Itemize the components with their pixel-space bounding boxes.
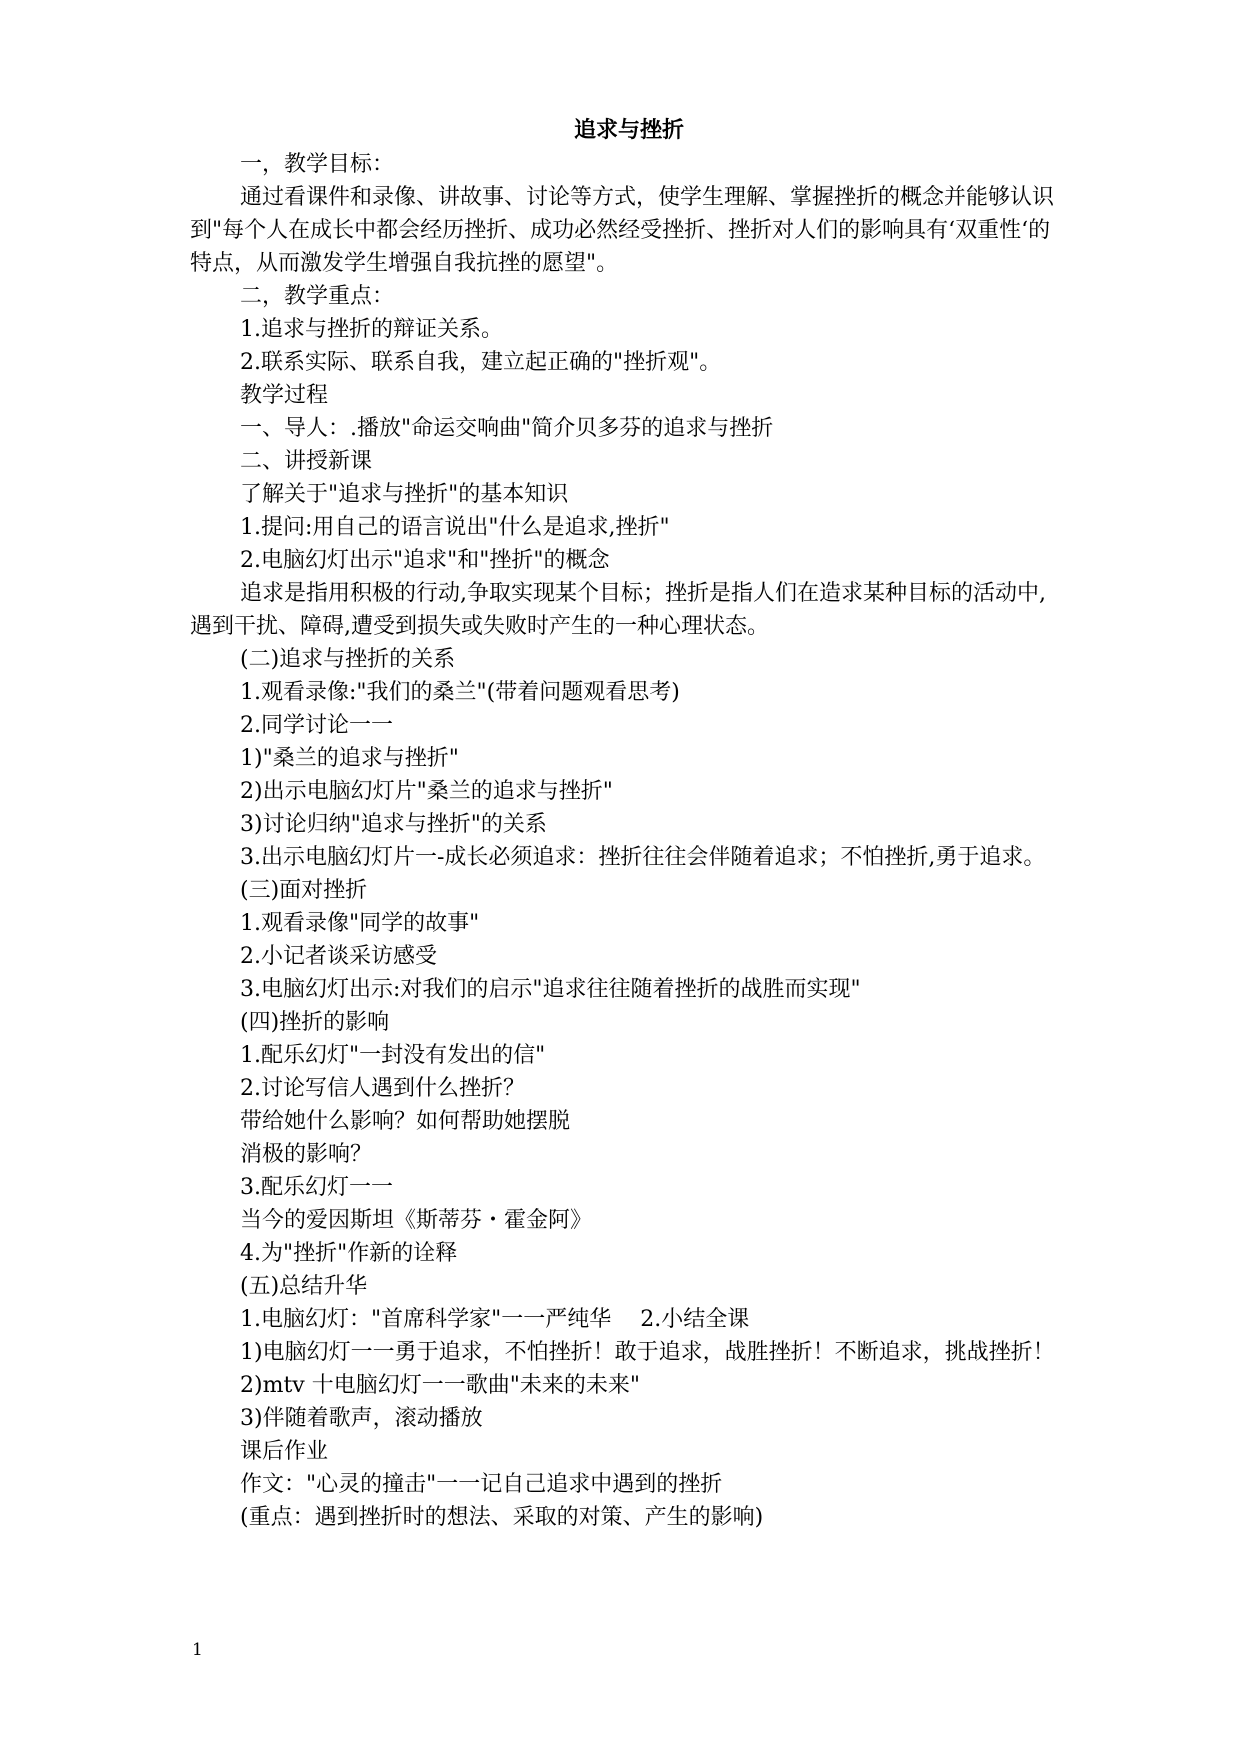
paragraph: 2)出示电脑幻灯片"桑兰的追求与挫折" [240, 779, 613, 804]
paragraph: 2.电脑幻灯出示"追求"和"挫折"的概念 [240, 548, 610, 573]
paragraph: 4.为"挫折"作新的诠释 [240, 1241, 458, 1266]
paragraph: (二)追求与挫折的关系 [240, 647, 456, 672]
paragraph: 3.出示电脑幻灯片一-成长必须追求：挫折往往会伴随着追求；不怕挫折,勇于追求。 [240, 845, 1046, 870]
paragraph: 1.观看录像:"我们的桑兰"(带着问题观看思考) [240, 680, 680, 705]
paragraph: 1.观看录像"同学的故事" [240, 911, 480, 936]
paragraph: (四)挫折的影响 [240, 1010, 390, 1035]
paragraph: 一、导人：.播放"命运交响曲"简介贝多芬的追求与挫折 [240, 416, 774, 441]
paragraph: 2.小记者谈采访感受 [240, 944, 437, 969]
document-title: 追求与挫折 [573, 117, 684, 143]
paragraph: 作文："心灵的撞击"一一记自己追求中遇到的挫折 [240, 1472, 723, 1497]
paragraph: 带给她什么影响？如何帮助她摆脱 [240, 1109, 571, 1134]
paragraph: 3.电脑幻灯出示:对我们的启示"追求往往随着挫折的战胜而实现" [240, 977, 861, 1002]
paragraph: 1)"桑兰的追求与挫折" [240, 746, 459, 771]
paragraph: 二、讲授新课 [240, 449, 373, 474]
paragraph: 2)mtv 十电脑幻灯一一歌曲"未来的未来" [240, 1373, 640, 1398]
paragraph: (重点：遇到挫折时的想法、采取的对策、产生的影响) [240, 1505, 764, 1530]
paragraph: (五)总结升华 [240, 1274, 368, 1299]
paragraph: 当今的爱因斯坦《斯蒂芬・霍金阿》 [240, 1208, 593, 1233]
paragraph: 通过看课件和录像、讲故事、讨论等方式，使学生理解、掌握挫折的概念并能够认识到"每个人在成长中都会经历挫折、成功必然经受挫折、挫折对人们的影响具有‘双重性‘的特点，从而激发学生增强自我抗挫的愿望"。 [190, 185, 1055, 276]
paragraph: 课后作业 [240, 1439, 329, 1464]
paragraph: 2.同学讨论一一 [240, 713, 393, 738]
paragraph: 1.配乐幻灯"一封没有发出的信" [240, 1043, 546, 1068]
paragraph: 1.提问:用自己的语言说出"什么是追求,挫折" [240, 515, 670, 540]
paragraph: 一，教学目标： [240, 152, 395, 177]
paragraph: 消极的影响？ [240, 1142, 373, 1167]
document-page [190, 112, 1058, 1534]
page-number: 1 [192, 1640, 203, 1660]
paragraph: 2.讨论写信人遇到什么挫折？ [240, 1076, 525, 1101]
paragraph: 教学过程 [240, 383, 329, 408]
paragraph: 追求是指用积极的行动,争取实现某个目标；挫折是指人们在造求某种目标的活动中,遇到干扰、障碍,遭受到损失或失败时产生的一种心理状态。 [190, 581, 1046, 639]
paragraph: 3)伴随着歌声，滚动播放 [240, 1406, 483, 1431]
paragraph: 1.电脑幻灯："首席科学家"一一严纯华 2.小结全课 [240, 1307, 750, 1332]
paragraph: 1)电脑幻灯一一勇于追求，不怕挫折！敢于追求，战胜挫折！不断追求，挑战挫折！ [240, 1340, 1055, 1365]
paragraph: 了解关于"追求与挫折"的基本知识 [240, 482, 569, 507]
paragraph: 2.联系实际、联系自我，建立起正确的"挫折观"。 [240, 350, 722, 375]
paragraph: 二，教学重点： [240, 284, 395, 309]
paragraph: (三)面对挫折 [240, 878, 368, 903]
paragraph: 3.配乐幻灯一一 [240, 1175, 393, 1200]
paragraph: 1.追求与挫折的辩证关系。 [240, 317, 503, 342]
paragraph: 3)讨论归纳"追求与挫折"的关系 [240, 812, 547, 837]
